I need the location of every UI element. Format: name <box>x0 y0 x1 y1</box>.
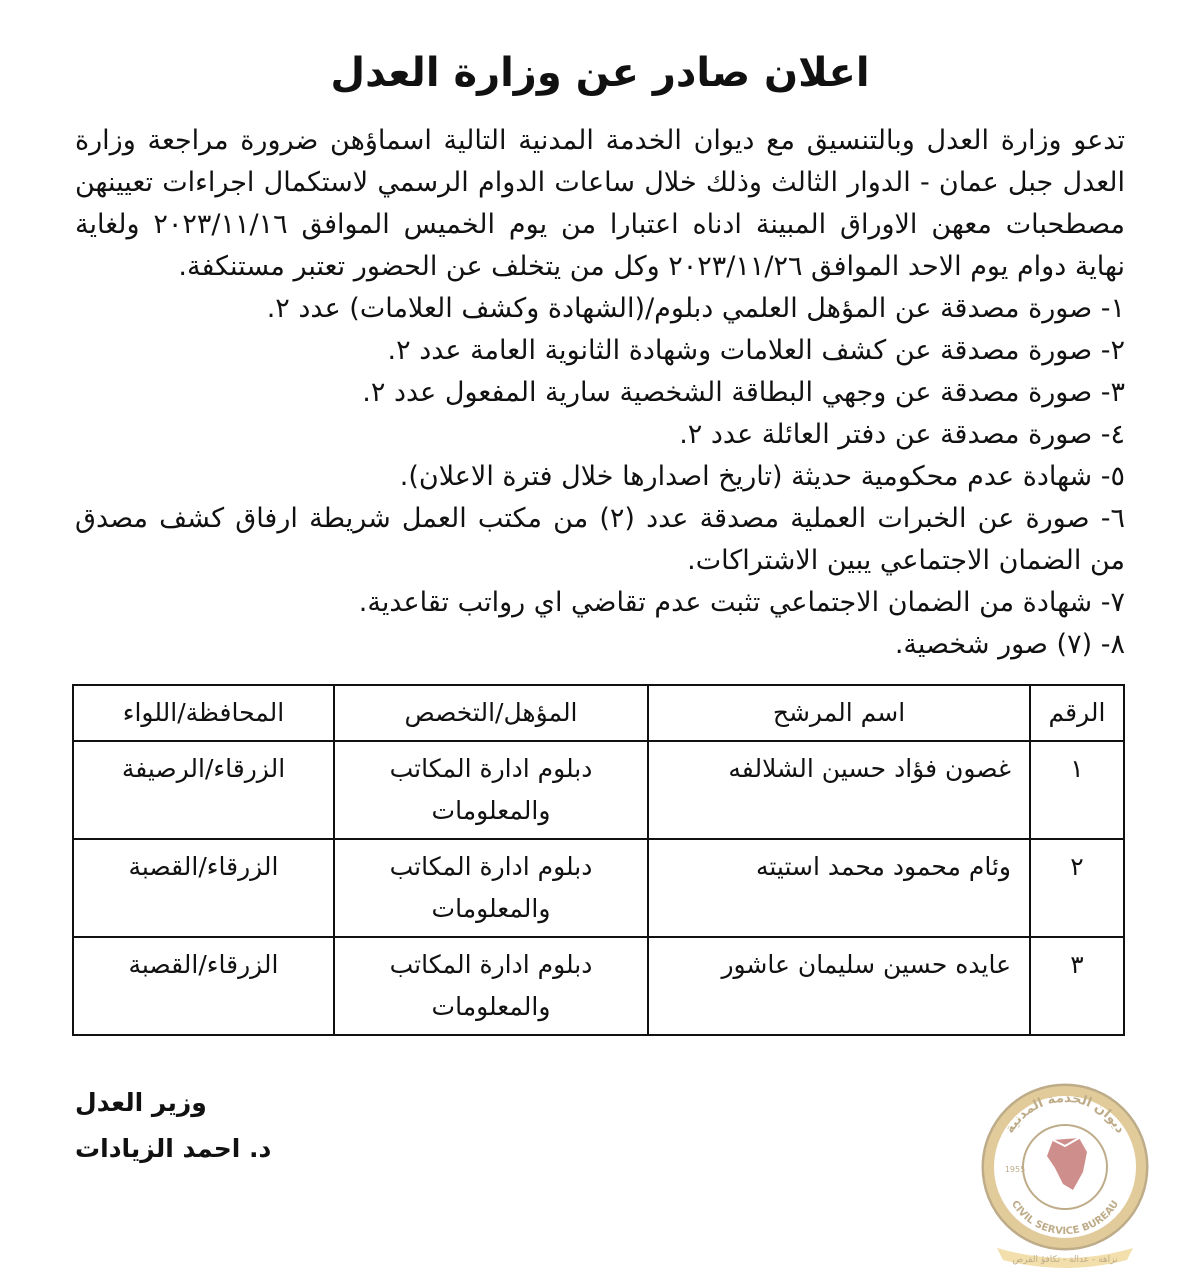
header-qualification: المؤهل/التخصص <box>334 685 648 741</box>
page-title: اعلان صادر عن وزارة العدل <box>330 50 870 96</box>
intro-paragraph: تدعو وزارة العدل وبالتنسيق مع ديوان الخدمة المدنية التالية اسماؤهن ضرورة مراجعة وزارة العدل جبل عمان - الدوار الثالث وذلك خلال ساعات الدوام الرسمي لاستكمال اجراءات تعيينهن مصطحبات معهن الاوراق المبينة ادناه اعتبارا من يوم الخميس الموافق ٢٠٢٣/١١/١٦ ولغاية نهاية دوام يوم الاحد الموافق ٢٠٢٣/١١/٢٦ وكل من يتخلف عن الحضور تعتبر مستنكفة. <box>75 125 1125 282</box>
signature-name: د. احمد الزيادات <box>75 1134 272 1163</box>
candidates-table <box>72 684 1125 1036</box>
seal-motto: نزاهة - عدالة - تكافؤ الفرص <box>1012 1255 1118 1265</box>
table-row <box>73 839 1124 937</box>
table-header-row <box>73 685 1124 741</box>
cell-number: ٣ <box>1030 937 1124 1035</box>
cell-name: عايده حسين سليمان عاشور <box>648 937 1030 1035</box>
requirement-item: ٨- (٧) صور شخصية. <box>894 629 1125 660</box>
signature-position: وزير العدل <box>75 1088 207 1117</box>
table-row <box>73 937 1124 1035</box>
signature-block <box>75 1080 375 1172</box>
requirement-item: ١- صورة مصدقة عن المؤهل العلمي دبلوم/(الشهادة وكشف العلامات) عدد ٢. <box>266 293 1125 324</box>
cell-governorate: الزرقاء/القصبة <box>73 839 334 937</box>
requirement-item: ٥- شهادة عدم محكومية حديثة (تاريخ اصدارها خلال فترة الاعلان). <box>399 461 1125 492</box>
table-row <box>73 741 1124 839</box>
requirement-item: ٧- شهادة من الضمان الاجتماعي تثبت عدم تقاضي اي رواتب تقاعدية. <box>358 587 1125 618</box>
cell-number: ٢ <box>1030 839 1124 937</box>
requirement-item: ٣- صورة مصدقة عن وجهي البطاقة الشخصية سارية المفعول عدد ٢. <box>362 377 1125 408</box>
seal-english-text: CIVIL SERVICE BUREAU <box>1008 1198 1122 1238</box>
header-name: اسم المرشح <box>648 685 1030 741</box>
cell-number: ١ <box>1030 741 1124 839</box>
cell-name: غصون فؤاد حسين الشلالفه <box>648 741 1030 839</box>
cell-qualification: دبلوم ادارة المكاتب والمعلومات <box>334 937 648 1035</box>
seal-icon <box>975 1080 1155 1270</box>
cell-qualification: دبلوم ادارة المكاتب والمعلومات <box>334 839 648 937</box>
header-number: الرقم <box>1030 685 1124 741</box>
requirement-item: ٢- صورة مصدقة عن كشف العلامات وشهادة الثانوية العامة عدد ٢. <box>387 335 1125 366</box>
requirement-item: ٤- صورة مصدقة عن دفتر العائلة عدد ٢. <box>679 419 1125 450</box>
seal-year: 1955 <box>1004 1165 1026 1174</box>
cell-governorate: الزرقاء/الرصيفة <box>73 741 334 839</box>
cell-name: وئام محمود محمد استيته <box>648 839 1030 937</box>
requirement-item: ٦- صورة عن الخبرات العملية مصدقة عدد (٢) من مكتب العمل شريطة ارفاق كشف مصدق من الضمان الاجتماعي يبين الاشتراكات. <box>75 503 1125 576</box>
cell-qualification: دبلوم ادارة المكاتب والمعلومات <box>334 741 648 839</box>
header-governorate: المحافظة/اللواء <box>73 685 334 741</box>
requirements-list <box>75 288 1125 666</box>
civil-service-bureau-seal <box>975 1080 1155 1270</box>
cell-governorate: الزرقاء/القصبة <box>73 937 334 1035</box>
seal-arabic-text: ديوان الخدمة المدنية <box>1002 1090 1128 1137</box>
